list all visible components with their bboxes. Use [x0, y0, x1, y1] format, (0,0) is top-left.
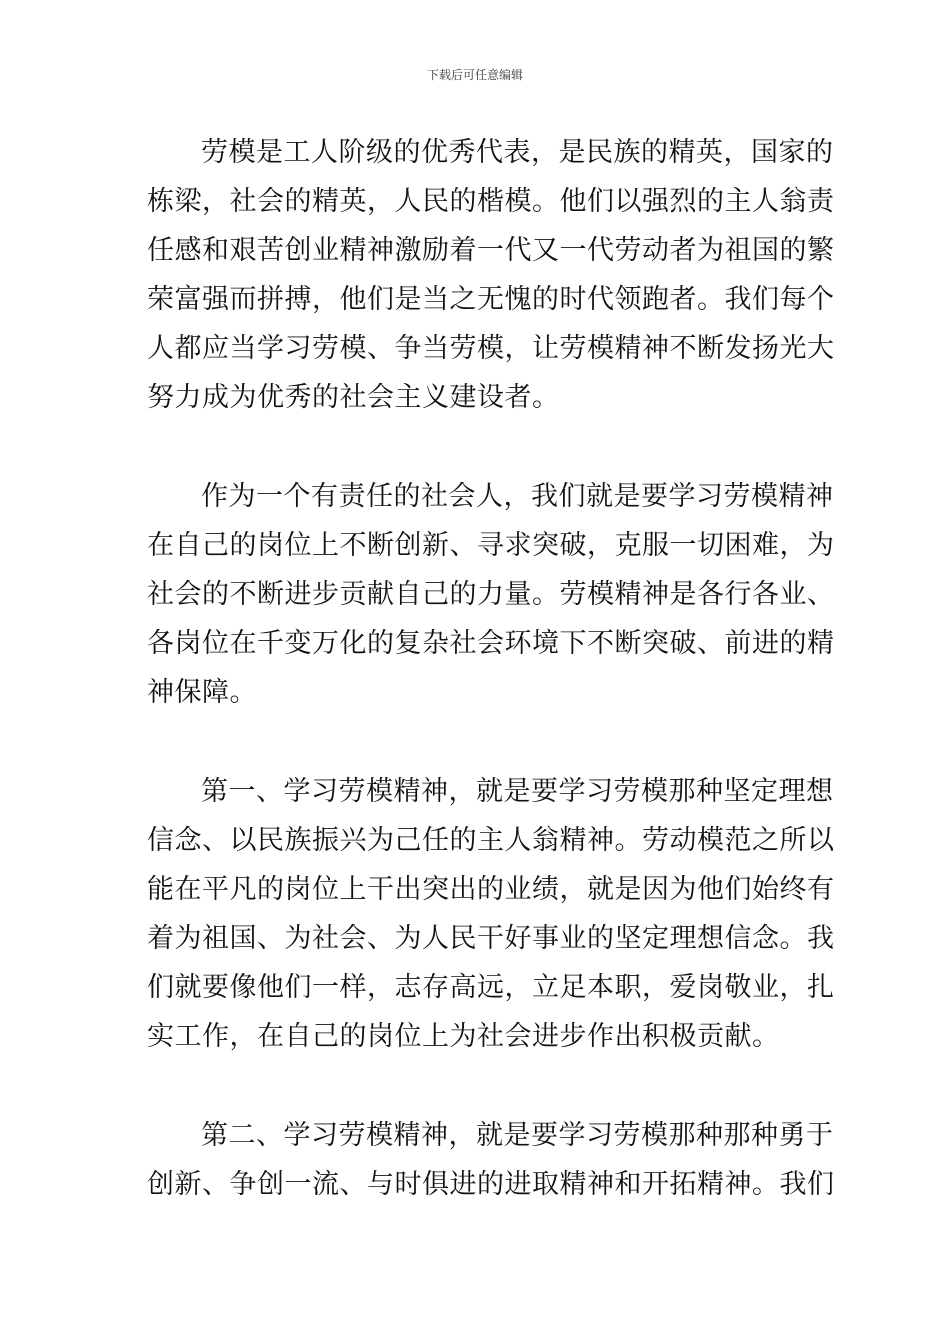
paragraph-1 [147, 128, 835, 422]
text-line: 着为祖国、为社会、为人民干好事业的坚定理想信念。我 [147, 923, 835, 954]
document-body [147, 128, 835, 1259]
text-line: 荣富强而拼搏，他们是当之无愧的时代领跑者。我们每个 [147, 284, 835, 315]
text-line: 第一、学习劳模精神，就是要学习劳模那种坚定理想 [201, 776, 834, 807]
text-line: 神保障。 [147, 677, 257, 708]
text-line: 栋梁，社会的精英，人民的楷模。他们以强烈的主人翁责 [147, 186, 835, 217]
text-line: 社会的不断进步贡献自己的力量。劳模精神是各行各业、 [147, 579, 835, 610]
text-line: 在自己的岗位上不断创新、寻求突破，克服一切困难，为 [147, 530, 835, 561]
text-line: 第二、学习劳模精神，就是要学习劳模那种那种勇于 [201, 1120, 834, 1151]
text-line: 们就要像他们一样，志存高远，立足本职，爱岗敬业，扎 [147, 972, 835, 1003]
paragraph-3 [147, 767, 835, 1061]
text-line: 信念、以民族振兴为己任的主人翁精神。劳动模范之所以 [147, 825, 835, 856]
text-line: 努力成为优秀的社会主义建设者。 [147, 382, 560, 413]
text-line: 劳模是工人阶级的优秀代表，是民族的精英，国家的 [201, 137, 834, 168]
text-line: 创新、争创一流、与时俱进的进取精神和开拓精神。我们 [147, 1169, 835, 1200]
text-line: 能在平凡的岗位上干出突出的业绩，就是因为他们始终有 [147, 874, 835, 905]
page-header: 下载后可任意编辑 [426, 68, 523, 82]
text-line: 人都应当学习劳模、争当劳模，让劳模精神不断发扬光大 [147, 333, 835, 364]
text-line: 作为一个有责任的社会人，我们就是要学习劳模精神 [201, 481, 834, 512]
paragraph-2 [147, 472, 835, 717]
text-line: 任感和艰苦创业精神激励着一代又一代劳动者为祖国的繁 [147, 235, 835, 266]
text-line: 各岗位在千变万化的复杂社会环境下不断突破、前进的精 [147, 628, 835, 659]
paragraph-4 [147, 1111, 835, 1209]
text-line: 实工作，在自己的岗位上为社会进步作出积极贡献。 [147, 1021, 780, 1052]
